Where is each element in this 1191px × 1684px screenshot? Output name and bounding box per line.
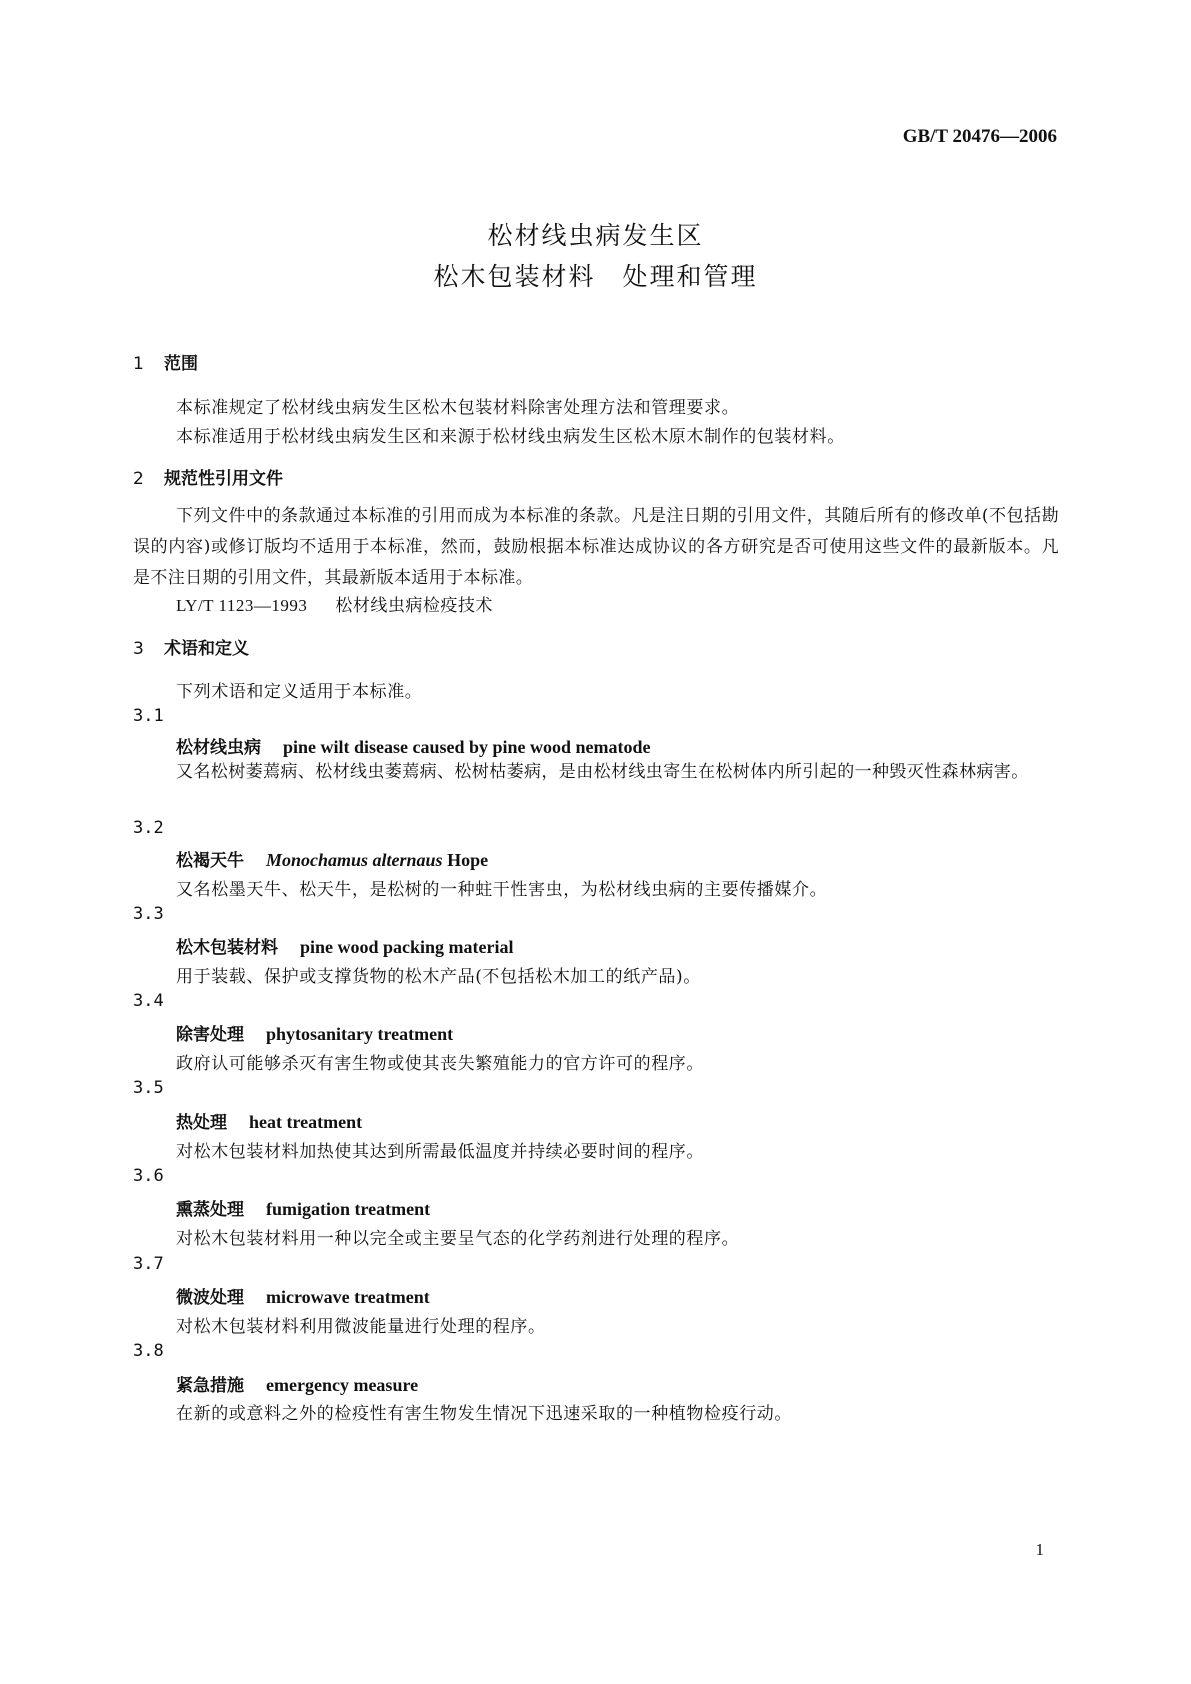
term-en xyxy=(266,850,488,870)
term-en: pine wood packing material xyxy=(300,937,514,957)
term-zh: 熏蒸处理 xyxy=(176,1200,244,1220)
section-title: 规范性引用文件 xyxy=(164,469,283,489)
section-heading-normative-references xyxy=(133,464,283,489)
scope-paragraph-2: 本标准适用于松材线虫病发生区和来源于松材线虫病发生区松木原木制作的包装材料。 xyxy=(176,427,845,447)
section-heading-terms xyxy=(133,634,249,659)
term-entry xyxy=(176,1108,362,1133)
term-zh: 热处理 xyxy=(176,1113,227,1133)
term-definition: 政府认可能够杀灭有害生物或使其丧失繁殖能力的官方许可的程序。 xyxy=(176,1054,704,1074)
term-number: 3.8 xyxy=(133,1341,164,1361)
reference-title: 松材线虫病检疫技术 xyxy=(335,596,493,616)
term-entry xyxy=(176,733,651,758)
section-number: 2 xyxy=(133,469,144,489)
term-en: fumigation treatment xyxy=(266,1199,431,1219)
term-zh: 紧急措施 xyxy=(176,1376,244,1396)
term-definition: 又名松树萎蔫病、松材线虫萎蔫病、松树枯萎病，是由松材线虫寄生在松树体内所引起的一种毁灭性森林病害。 xyxy=(176,762,1029,782)
term-number: 3.5 xyxy=(133,1078,164,1098)
reference-code: LY/T 1123—1993 xyxy=(176,596,308,615)
section-number: 3 xyxy=(133,639,144,659)
term-entry xyxy=(176,1283,430,1308)
section-title: 范围 xyxy=(164,354,198,374)
term-zh: 微波处理 xyxy=(176,1288,244,1308)
document-title-line2: 松木包装材料 处理和管理 xyxy=(433,262,758,291)
term-number: 3.7 xyxy=(133,1254,164,1274)
page-number: 1 xyxy=(1035,1540,1044,1559)
term-number: 3.2 xyxy=(133,818,164,838)
term-zh: 松褐天牛 xyxy=(176,851,244,871)
term-zh: 松材线虫病 xyxy=(176,738,261,758)
term-definition: 在新的或意料之外的检疫性有害生物发生情况下迅速采取的一种植物检疫行动。 xyxy=(176,1404,792,1424)
term-number: 3.3 xyxy=(133,904,164,924)
scope-paragraph-1: 本标准规定了松材线虫病发生区松木包装材料除害处理方法和管理要求。 xyxy=(176,398,740,418)
term-entry xyxy=(176,1020,453,1045)
section-heading-scope xyxy=(133,349,198,374)
standard-code: GB/T 20476—2006 xyxy=(902,126,1057,147)
term-zh: 松木包装材料 xyxy=(176,938,278,958)
term-number: 3.4 xyxy=(133,991,164,1011)
term-number: 3.1 xyxy=(133,706,164,726)
term-definition: 用于装载、保护或支撑货物的松木产品(不包括松木加工的纸产品)。 xyxy=(176,967,701,987)
term-definition: 对松木包装材料用一种以完全或主要呈气态的化学药剂进行处理的程序。 xyxy=(176,1229,740,1249)
term-en: phytosanitary treatment xyxy=(266,1024,454,1044)
term-entry xyxy=(176,1195,430,1220)
term-entry xyxy=(176,846,488,871)
term-en: emergency measure xyxy=(266,1375,419,1395)
term-en: pine wilt disease caused by pine wood nematode xyxy=(283,737,651,757)
term-number: 3.6 xyxy=(133,1166,164,1186)
term-zh: 除害处理 xyxy=(176,1025,244,1045)
references-paragraph: 下列文件中的条款通过本标准的引用而成为本标准的条款。凡是注日期的引用文件，其随后所有的修改单(不包括勘误的内容)或修订版均不适用于本标准，然而，鼓励根据本标准达成协议的各方研究是否可使用这些文件的最新版本。凡是不注日期的引用文件，其最新版本适用于本标准。 xyxy=(133,506,1059,588)
term-definition: 又名松墨天牛、松天牛，是松树的一种蛀干性害虫，为松材线虫病的主要传播媒介。 xyxy=(176,880,828,900)
term-en-author: Hope xyxy=(442,850,489,870)
terms-intro: 下列术语和定义适用于本标准。 xyxy=(176,682,423,702)
document-title-line1: 松材线虫病发生区 xyxy=(487,221,704,250)
term-definition: 对松木包装材料加热使其达到所需最低温度并持续必要时间的程序。 xyxy=(176,1142,704,1162)
term-en: microwave treatment xyxy=(266,1287,430,1307)
term-entry xyxy=(176,933,514,958)
term-en-latin: Monochamus alternaus xyxy=(266,850,443,870)
section-title: 术语和定义 xyxy=(164,639,249,659)
term-definition: 对松木包装材料利用微波能量进行处理的程序。 xyxy=(176,1317,546,1337)
term-entry xyxy=(176,1371,418,1396)
term-en: heat treatment xyxy=(249,1112,363,1132)
reference-entry xyxy=(176,591,493,616)
section-number: 1 xyxy=(133,354,144,374)
